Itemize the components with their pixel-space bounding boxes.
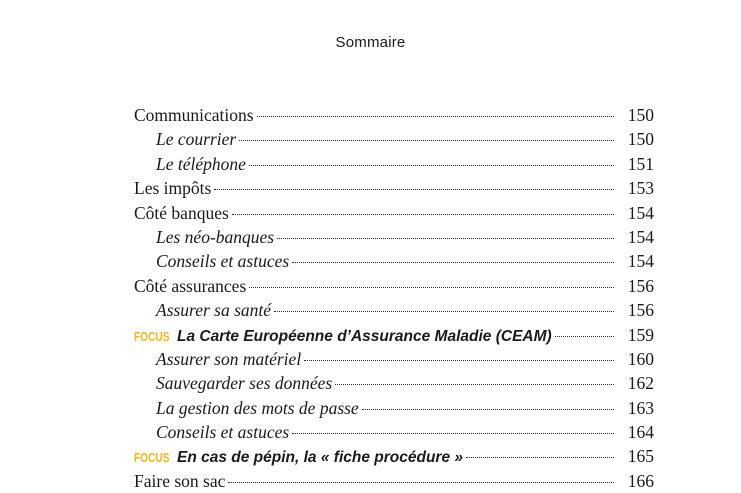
toc-entry-title: Conseils et astuces	[156, 251, 290, 272]
toc-entry-title: Conseils et astuces	[156, 422, 290, 443]
focus-badge: FOCUS	[134, 328, 170, 344]
dot-leader	[257, 116, 614, 117]
dot-leader	[466, 457, 614, 458]
toc-entry[interactable]	[134, 469, 654, 493]
toc-entry-title: Les impôts	[134, 178, 212, 199]
dot-leader	[249, 165, 614, 166]
toc-entry-title: Communications	[134, 105, 254, 125]
toc-entry-title: En cas de pépin, la « fiche procédure »	[177, 449, 463, 467]
toc-page-number: 160	[627, 348, 654, 369]
toc-entry-title: Les néo-banques	[156, 226, 275, 247]
toc-page-number: 164	[627, 422, 654, 443]
toc-subentry[interactable]	[134, 298, 654, 322]
toc-page-number: 163	[627, 397, 654, 418]
toc-subentry[interactable]	[134, 152, 654, 176]
dot-leader	[292, 433, 614, 434]
toc-page-number: 150	[627, 105, 654, 125]
page-title: Sommaire	[335, 34, 406, 51]
toc-page-number: 154	[627, 202, 654, 223]
dot-leader	[249, 287, 614, 288]
dot-leader	[274, 311, 614, 312]
toc-page-number: 159	[627, 324, 654, 345]
toc-subentry[interactable]	[134, 127, 654, 151]
toc-page-number: 154	[627, 251, 654, 272]
dot-leader	[304, 360, 614, 361]
dot-leader	[214, 189, 614, 190]
toc-entry-title: Sauvegarder ses données	[156, 373, 333, 394]
dot-leader	[362, 409, 614, 410]
dot-leader	[555, 336, 614, 337]
toc-page-number: 165	[627, 446, 654, 467]
toc-page-number: 151	[627, 153, 654, 174]
toc-focus-entry[interactable]	[134, 444, 654, 468]
toc-subentry[interactable]	[134, 420, 654, 444]
toc-page-number: 166	[627, 470, 654, 491]
dot-leader	[228, 482, 614, 483]
toc-page-number: 156	[627, 300, 654, 321]
toc-focus-entry[interactable]	[134, 323, 654, 347]
toc-entry[interactable]	[134, 103, 654, 127]
toc-subentry[interactable]	[134, 225, 654, 249]
dot-leader	[292, 262, 614, 263]
toc-entry-title: La Carte Européenne d’Assurance Maladie (CEAM)	[177, 327, 552, 345]
toc-subentry[interactable]	[134, 347, 654, 371]
toc-page-number: 154	[627, 226, 654, 247]
toc-page-number: 150	[627, 129, 654, 150]
toc-page-number: 156	[627, 275, 654, 296]
toc-entry[interactable]	[134, 176, 654, 200]
toc-entry-title: Faire son sac	[134, 470, 226, 491]
dot-leader	[232, 214, 614, 215]
toc-entry-title: Le courrier	[156, 129, 237, 150]
toc-entry[interactable]	[134, 274, 654, 298]
toc-entry-title: Assurer son matériel	[156, 348, 302, 369]
focus-badge: FOCUS	[134, 450, 170, 466]
dot-leader	[239, 140, 614, 141]
toc-entry-title: La gestion des mots de passe	[156, 397, 359, 418]
toc-entry-title: Côté banques	[134, 202, 229, 223]
dot-leader	[335, 384, 614, 385]
toc-entry[interactable]	[134, 201, 654, 225]
toc-page-number: 162	[627, 373, 654, 394]
toc-page-number: 153	[627, 178, 654, 199]
toc-subentry[interactable]	[134, 249, 654, 273]
table-of-contents	[134, 103, 654, 493]
toc-entry-title: Le téléphone	[156, 153, 246, 174]
toc-subentry[interactable]	[134, 371, 654, 395]
toc-entry-title: Assurer sa santé	[156, 300, 272, 321]
toc-subentry[interactable]	[134, 396, 654, 420]
dot-leader	[277, 238, 614, 239]
toc-entry-title: Côté assurances	[134, 275, 247, 296]
